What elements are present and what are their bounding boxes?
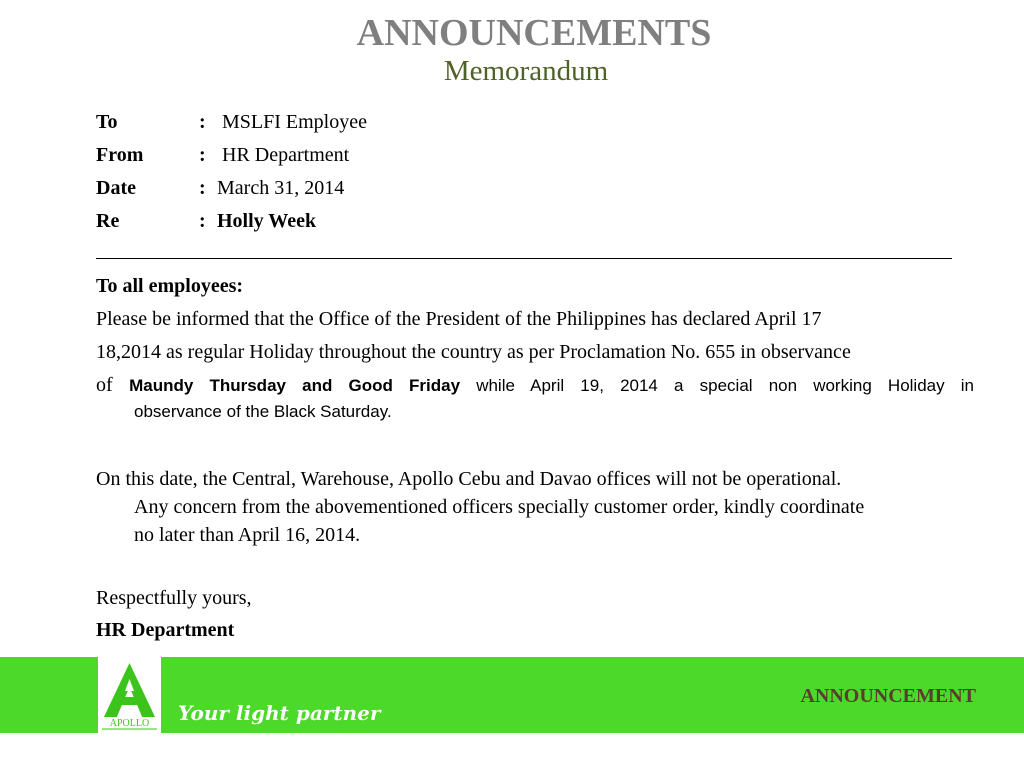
paragraph-line: Any concern from the abovementioned officers specially customer order, kindly coordinate: [134, 496, 865, 518]
apollo-logo: [98, 657, 161, 733]
memo-field-label: Re: [96, 210, 120, 232]
memo-field-label: From: [96, 144, 144, 166]
paragraph-line: On this date, the Central, Warehouse, Apollo Cebu and Davao offices will not be operational.: [96, 468, 842, 490]
memo-field-label: To: [96, 111, 118, 133]
paragraph-line-prefix: of: [96, 374, 113, 396]
footer-bar: [0, 657, 1024, 733]
memo-field-value: March 31, 2014: [217, 177, 345, 199]
memo-field-value: Holly Week: [217, 210, 317, 232]
paragraph-line-rest: while April 19, 2014 a special non working Holiday in: [476, 376, 974, 395]
divider: [96, 258, 952, 259]
page-title: ANNOUNCEMENTS: [356, 12, 712, 54]
apollo-logo-text: APOLLO: [109, 718, 150, 729]
tagline: Your light partner: [178, 701, 381, 725]
paragraph-offices: [96, 465, 974, 549]
page-subtitle: Memorandum: [443, 55, 609, 87]
paragraph-holiday: [96, 307, 974, 424]
memo-field-colon: :: [199, 111, 206, 133]
memo-field-value: MSLFI Employee: [222, 111, 367, 133]
paragraph-line: Please be informed that the Office of the President of the Philippines has declared April 17: [96, 308, 822, 330]
paragraph-line: observance of the Black Saturday.: [134, 402, 392, 421]
paragraph-line: no later than April 16, 2014.: [134, 524, 361, 546]
memo-field-colon: :: [199, 144, 206, 166]
greeting: To all employees:: [96, 275, 244, 297]
memo-field-colon: :: [199, 177, 206, 199]
footer-announcement-label: ANNOUNCEMENT: [800, 685, 976, 707]
closing: Respectfully yours,: [96, 587, 252, 609]
holiday-names: Maundy Thursday and Good Friday: [129, 376, 461, 395]
memo-field-label: Date: [96, 177, 136, 199]
signoff: HR Department: [96, 619, 235, 641]
memo-field-value: HR Department: [222, 144, 350, 166]
paragraph-line: [96, 373, 974, 398]
paragraph-line: 18,2014 as regular Holiday throughout the country as per Proclamation No. 655 in observance: [96, 341, 851, 363]
memo-field-colon: :: [199, 210, 206, 232]
